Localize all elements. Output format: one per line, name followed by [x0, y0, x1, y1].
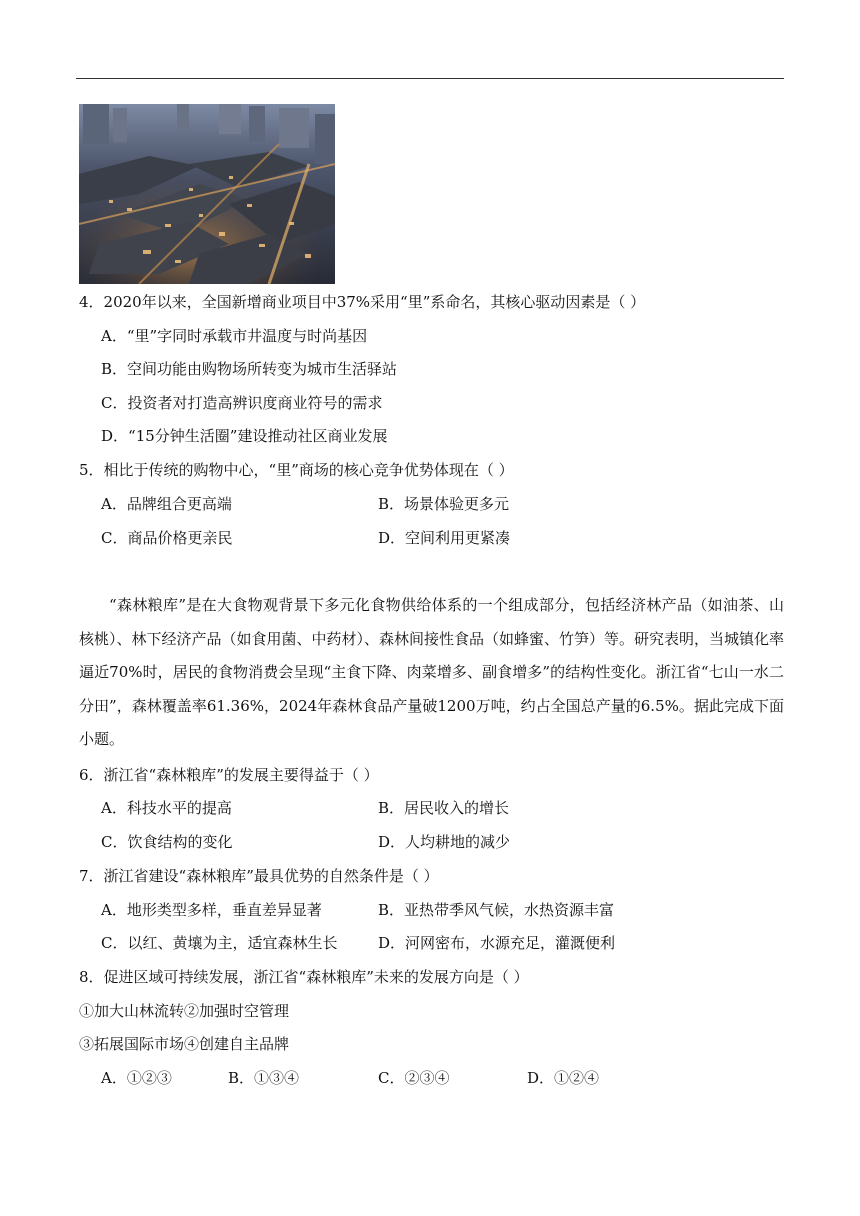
q5-option-d[interactable]: D．空间利用更紧凑 — [378, 529, 511, 547]
q5-option-a[interactable]: A．品牌组合更高端 — [101, 495, 232, 513]
header-rule — [76, 78, 784, 79]
q7-stem: 7．浙江省建设“森林粮库”最具优势的自然条件是（ ） — [79, 867, 439, 885]
q8-option-c[interactable]: C．②③④ — [378, 1069, 450, 1087]
q7-option-b[interactable]: B．亚热带季风气候，水热资源丰富 — [378, 901, 615, 919]
city-night-photo — [79, 104, 335, 284]
q6-option-c[interactable]: C．饮食结构的变化 — [101, 833, 233, 851]
q8-option-a[interactable]: A．①②③ — [101, 1069, 172, 1087]
city-night-photo-svg — [79, 104, 335, 284]
q7-option-c[interactable]: C．以红、黄壤为主，适宜森林生长 — [101, 934, 338, 952]
q8-items-line-1: ①加大山林流转②加强时空管理 — [79, 1002, 290, 1020]
q6-option-d[interactable]: D．人均耕地的减少 — [378, 833, 511, 851]
q5-option-b[interactable]: B．场景体验更多元 — [378, 495, 510, 513]
q8-option-d[interactable]: D．①②④ — [527, 1069, 600, 1087]
q7-option-a[interactable]: A．地形类型多样，垂直差异显著 — [101, 901, 322, 919]
q4-option-d[interactable]: D．“15分钟生活圈”建设推动社区商业发展 — [101, 427, 388, 445]
q4-option-c[interactable]: C．投资者对打造高辨识度商业符号的需求 — [101, 394, 383, 412]
q6-option-b[interactable]: B．居民收入的增长 — [378, 799, 510, 817]
q5-option-c[interactable]: C．商品价格更亲民 — [101, 529, 233, 547]
q4-stem: 4．2020年以来，全国新增商业项目中37%采用“里”系命名，其核心驱动因素是（ ） — [79, 293, 646, 311]
q8-option-b[interactable]: B．①③④ — [228, 1069, 300, 1087]
q5-stem: 5．相比于传统的购物中心，“里”商场的核心竞争优势体现在（ ） — [79, 461, 514, 479]
passage-paragraph: “森林粮库”是在大食物观背景下多元化食物供给体系的一个组成部分，包括经济林产品（如油茶、山核桃）、林下经济产品（如食用菌、中药材）、森林间接性食品（如蜂蜜、竹笋）等。研究表明，当城镇化率逼近70%时，居民的食物消费会呈现“主食下降、肉菜增多、副食增多”的结构性变化。浙江省“七山一水二分田”，森林覆盖率61.36%，2024年森林食品产量破1200万吨，约占全国总产量的6.5%。据此完成下面小题。 — [79, 596, 785, 748]
q7-option-d[interactable]: D．河网密布，水源充足，灌溉便利 — [378, 934, 616, 952]
q4-option-a[interactable]: A．“里”字同时承载市井温度与时尚基因 — [101, 327, 368, 345]
q6-option-a[interactable]: A．科技水平的提高 — [101, 799, 232, 817]
q4-option-b[interactable]: B．空间功能由购物场所转变为城市生活驿站 — [101, 360, 398, 378]
q6-stem: 6．浙江省“森林粮库”的发展主要得益于（ ） — [79, 766, 379, 784]
q8-items-line-2: ③拓展国际市场④创建自主品牌 — [79, 1035, 290, 1053]
q8-stem: 8．促进区域可持续发展，浙江省“森林粮库”未来的发展方向是（ ） — [79, 968, 529, 986]
